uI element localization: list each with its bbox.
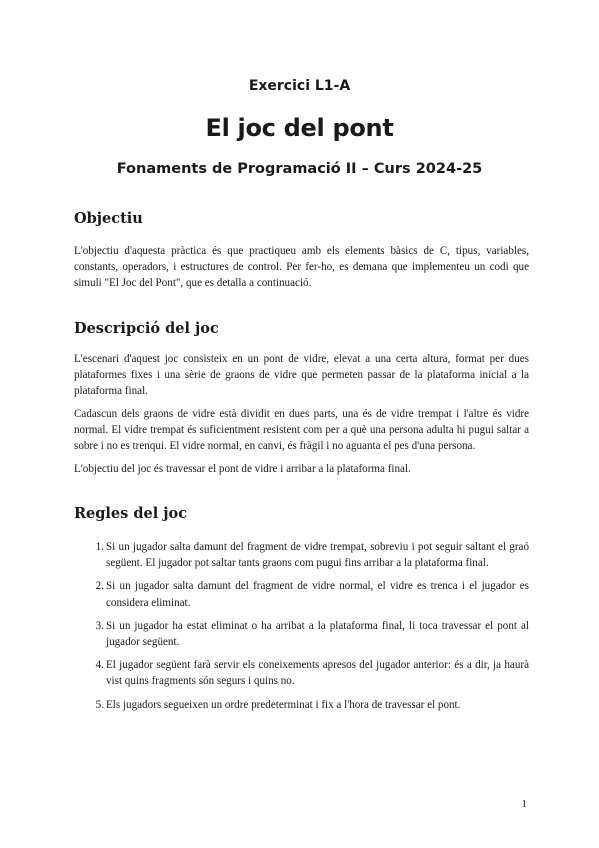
list-item-text: Si un jugador salta damunt del fragment de vidre normal, el vidre es trenca i el jugador es considera eliminat. (106, 580, 529, 609)
list-item (74, 618, 529, 650)
list-item-text: Si un jugador salta damunt del fragment de vidre trempat, sobreviu i pot seguir saltant el graó següent. El jugador pot saltar tants graons com pugui fins arribar a la plataforma final. (106, 541, 529, 570)
section-descripcio (74, 318, 529, 477)
descripcio-paragraph: L'escenari d'aquest joc consisteix en un pont de vidre, elevat a una certa altura, format per dues plataformes fixes i una sèrie de graons de vidre que permeten passar de la plataforma inicial a la plataforma final. (74, 352, 529, 398)
rules-list (74, 539, 529, 713)
list-item-number: 2. (95, 580, 104, 593)
list-item (74, 657, 529, 689)
list-item-text: Els jugadors segueixen un ordre predeterminat i fix a l'hora de travessar el pont. (106, 698, 461, 711)
document-body (74, 208, 529, 720)
list-item-text: Si un jugador ha estat eliminat o ha arribat a la plataforma final, li toca travessar el pont al jugador següent. (106, 619, 529, 649)
list-item (74, 697, 529, 713)
exercise-label: Exercici L1-A (248, 78, 351, 94)
list-item-number: 4. (95, 659, 104, 672)
page-number: 1 (521, 798, 527, 810)
list-item-number: 5. (95, 698, 104, 711)
list-item (74, 578, 529, 610)
objectiu-paragraph: L'objectiu d'aquesta pràctica és que practiqueu amb els elements bàsics de C, tipus, variables, constants, operadors, i estructures de control. Per fer-ho, es demana que implementeu un codi que simuli "El Joc del Pont", que es detalla a continuació. (74, 245, 529, 290)
section-objectiu (74, 208, 529, 292)
section-heading-descripcio: Descripció del joc (74, 319, 219, 337)
list-item-number: 1. (95, 541, 104, 554)
descripcio-paragraph: L'objectiu del joc és travessar el pont de vidre i arribar a la plataforma final. (74, 462, 411, 475)
list-item (74, 539, 529, 571)
section-heading-objectiu: Objectiu (74, 210, 143, 227)
section-regles (74, 503, 529, 713)
list-item-text: El jugador següent farà servir els coneixements apresos del jugador anterior: és a dir, ja haurà vist quins fragments són segurs i quins no. (106, 659, 529, 688)
section-heading-regles: Regles del joc (74, 505, 188, 523)
list-item-number: 3. (95, 619, 104, 632)
descripcio-paragraph: Cadascun dels graons de vidre està dividit en dues parts, una és de vidre trempat i l'altre és vidre normal. El vidre trempat és suficientment resistent com per a què una persona adulta hi pugui saltar a sobre i no es trenqui. El vidre normal, en canvi, és fràgil i no aguanta el pes d'una persona. (74, 407, 529, 453)
course-subtitle: Fonaments de Programació II – Curs 2024-25 (116, 161, 483, 177)
page-title: El joc del pont (205, 114, 394, 142)
